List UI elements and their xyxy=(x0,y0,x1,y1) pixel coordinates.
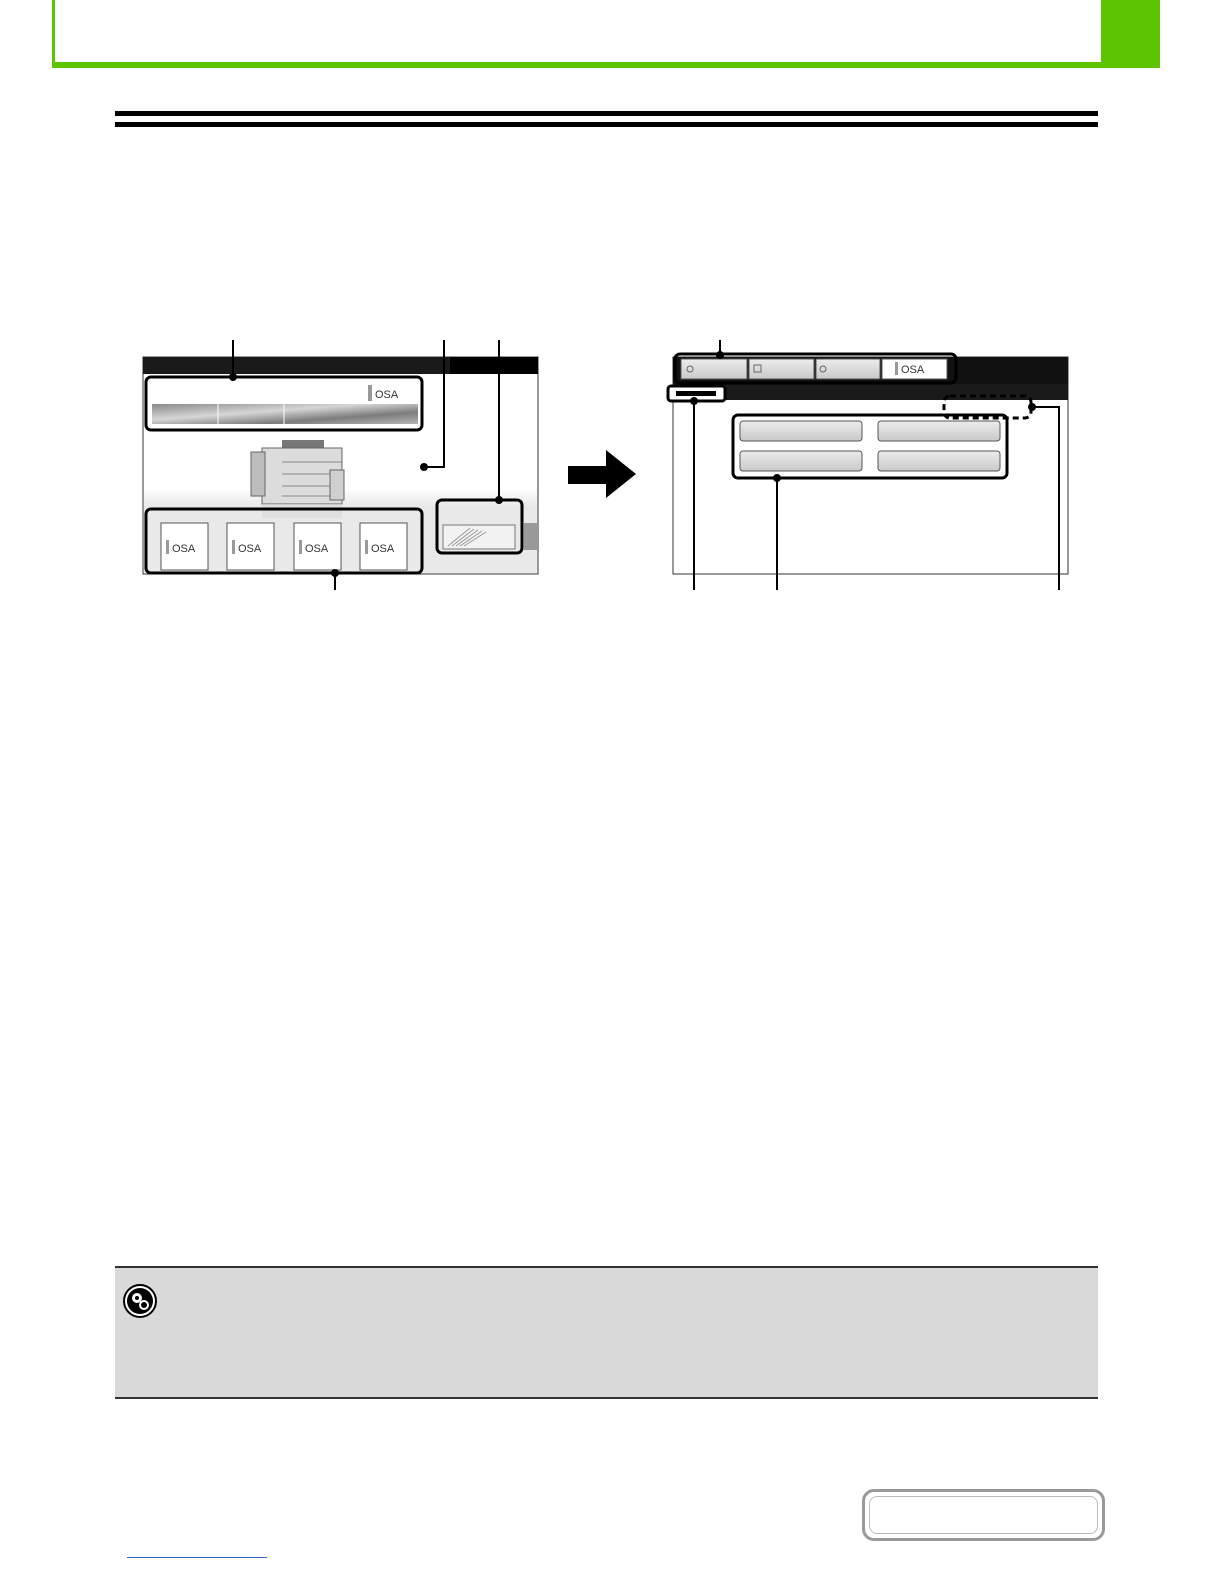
function-button[interactable] xyxy=(878,451,1000,471)
system-settings-note xyxy=(115,1266,1098,1399)
mode-tabs xyxy=(681,359,947,379)
mode-tab[interactable] xyxy=(816,359,880,379)
function-button[interactable] xyxy=(740,421,862,441)
right-arrow-icon xyxy=(568,450,636,498)
screen-transition-diagram xyxy=(0,0,1224,600)
function-button[interactable] xyxy=(878,421,1000,441)
app-button[interactable] xyxy=(161,523,208,570)
svg-text:OSA: OSA xyxy=(901,364,925,376)
bottom-link[interactable] xyxy=(127,1557,267,1558)
mode-tab[interactable] xyxy=(749,359,814,379)
right-screen xyxy=(668,354,1068,574)
svg-text:OSA: OSA xyxy=(238,543,262,555)
svg-text:OSA: OSA xyxy=(371,543,395,555)
app-button[interactable] xyxy=(360,523,407,570)
mode-tab[interactable] xyxy=(882,359,947,379)
svg-text:OSA: OSA xyxy=(305,543,329,555)
mfp-illustration xyxy=(251,440,344,518)
app-button[interactable] xyxy=(294,523,341,570)
contents-button-inner xyxy=(869,1496,1098,1534)
function-button[interactable] xyxy=(740,451,862,471)
svg-text:OSA: OSA xyxy=(375,389,399,401)
svg-text:OSA: OSA xyxy=(172,543,196,555)
app-button[interactable] xyxy=(227,523,274,570)
mode-tab[interactable] xyxy=(681,359,747,379)
system-settings-gear-icon xyxy=(123,1284,157,1318)
contents-button[interactable] xyxy=(862,1489,1105,1541)
left-screen xyxy=(143,357,538,574)
